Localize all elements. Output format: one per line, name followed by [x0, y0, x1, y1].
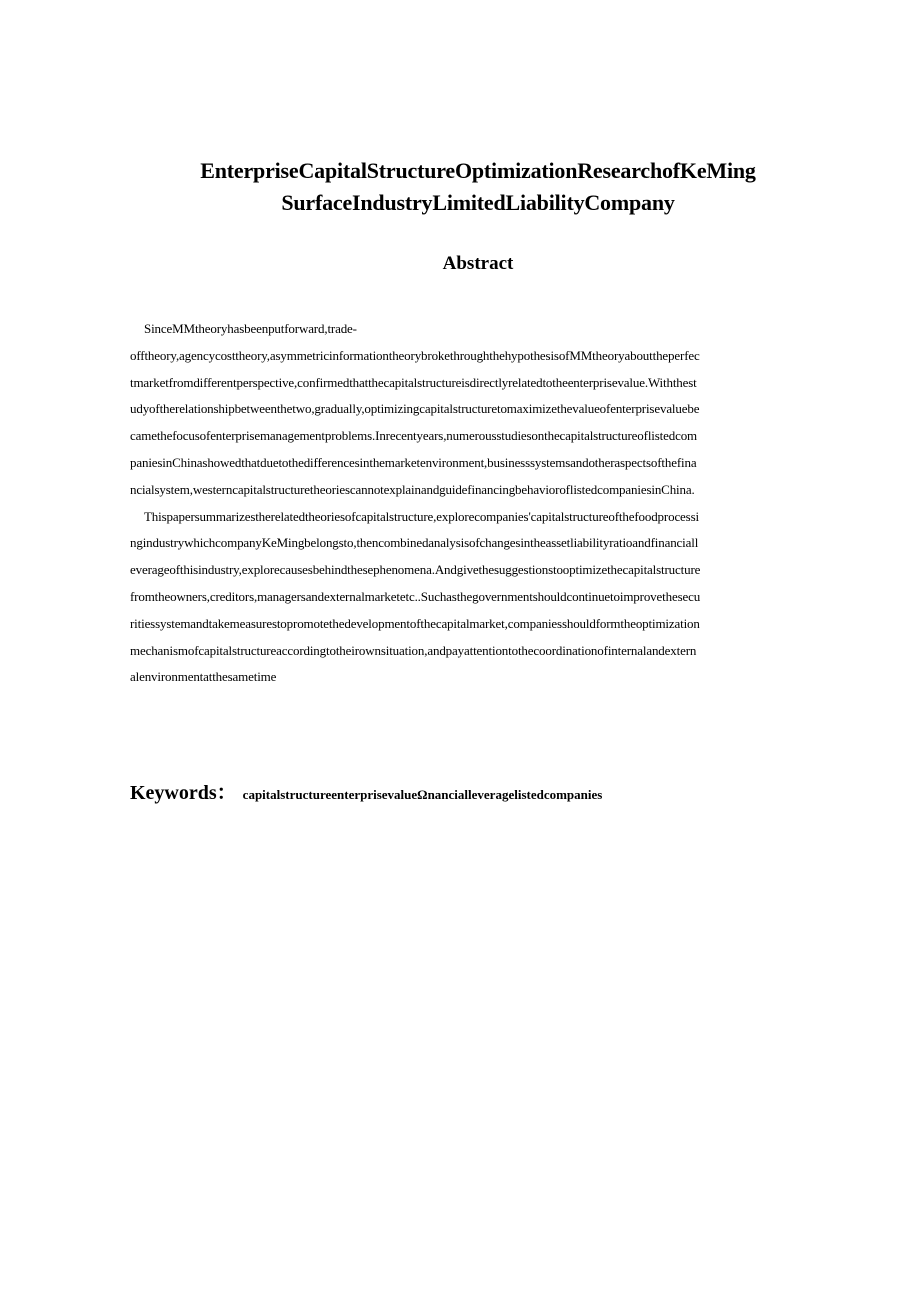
keywords-label: Keywords： — [130, 782, 237, 804]
body-line: mechanismofcapitalstructureaccordingtotheirownsituation,andpayattentiontothecoordinationofinternalandextern — [130, 642, 697, 658]
body-line: fromtheowners,creditors,managersandexternalmarketetc..Suchasthegovernmentshouldcontinuetoimprovethesecu — [130, 588, 701, 604]
body-line: Thispapersummarizestherelatedtheoriesofcapitalstructure,explorecompanies'capitalstructureofthefoodprocessi — [144, 508, 699, 524]
body-line: udyoftherelationshipbetweenthetwo,gradually,optimizingcapitalstructuretomaximizethevalueofenterprisevaluebe — [130, 401, 700, 417]
body-line: alenvironmentatthesametime — [130, 669, 277, 685]
body-line: ncialsystem,westerncapitalstructuretheoriescannotexplainandguidefinancingbehavioroflistedcompaniesinChina. — [130, 481, 695, 497]
title-line-1: EnterpriseCapitalStructureOptimizationResearchofKeMing — [200, 158, 756, 183]
body-line: paniesinChinashowedthatduetothedifferencesinthemarketenvironment,businesssystemsandotheraspectsofthefina — [130, 454, 697, 470]
body-line: everageofthisindustry,explorecausesbehindthesephenomena.Andgivethesuggestionstooptimizethecapitalstructure — [130, 562, 701, 578]
title-line-2: SurfaceIndustryLimitedLiabilityCompany — [281, 190, 675, 215]
body-line: tmarketfromdifferentperspective,confirmedthatthecapitalstructureisdirectlyrelatedtotheenterprisevalue.Withthest — [130, 374, 697, 390]
body-line: SinceMMtheoryhasbeenputforward,trade- — [144, 321, 357, 336]
abstract-body — [130, 316, 830, 691]
body-line: offtheory,agencycosttheory,asymmetricinformationtheorybrokethroughthehypothesisofMMtheoryabouttheperfec — [130, 347, 700, 363]
paper-title — [0, 155, 920, 219]
body-line: ritiessystemandtakemeasurestopromotethedevelopmentofthecapitalmarket,companiesshouldformtheoptimization — [130, 615, 700, 631]
abstract-heading: Abstract — [442, 253, 514, 274]
body-line: ngindustrywhichcompanyKeMingbelongsto,thencombinedanalysisofchangesintheassetliabilityratioandfinanciall — [130, 535, 699, 551]
keywords-values: capitalstructureenterprisevalueΩnancialleveragelistedcompanies — [242, 787, 603, 802]
keywords — [130, 776, 830, 805]
body-line: camethefocusofenterprisemanagementproblems.Inrecentyears,numerousstudiesonthecapitalstructureoflistedcom — [130, 428, 698, 444]
